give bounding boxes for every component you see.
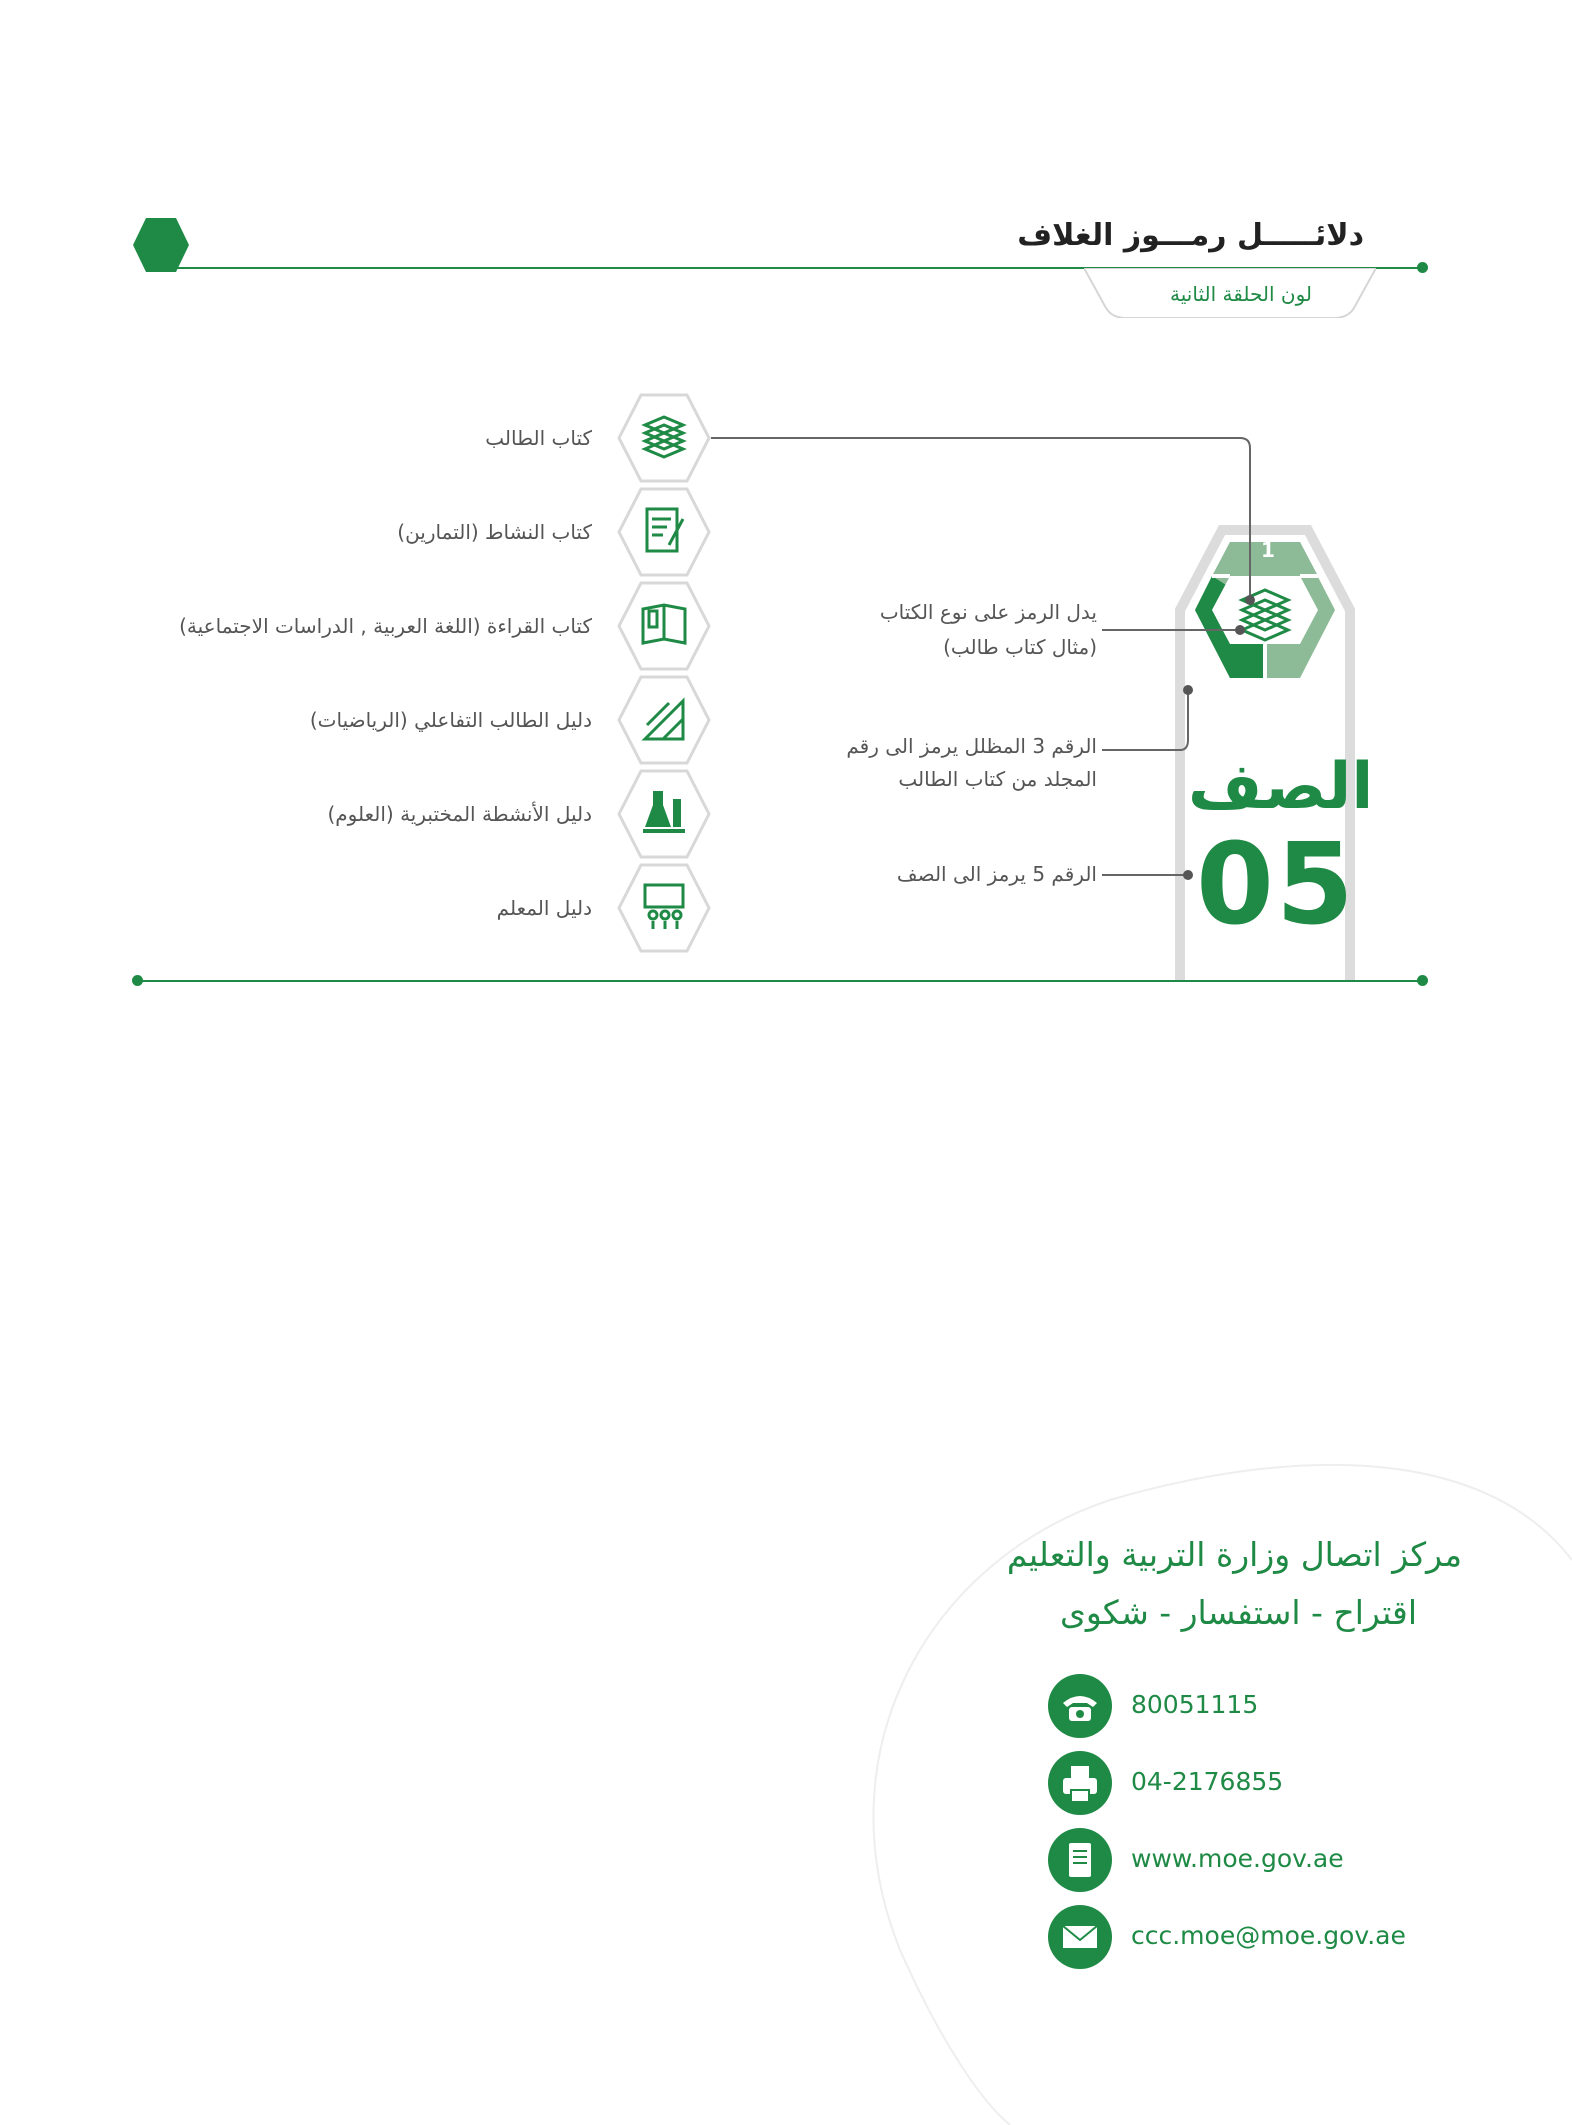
fax-icon [1047,1750,1113,1816]
badge-segment-3: 3 [1188,656,1202,680]
legend-label-lab-guide: دليل الأنشطة المختبرية (العلوم) [327,802,592,826]
grade-number: 05 [1196,820,1356,950]
legend-label-reading-book: كتاب القراءة (اللغة العربية , الدراسات الاجتماعية) [179,614,592,638]
contact-center-subtitle: اقتراح - استفسار - شكوى [1059,1593,1417,1632]
legend-label-teacher-guide: دليل المعلم [496,896,592,920]
legend-label-interactive-guide: دليل الطالب التفاعلي (الرياضيات) [309,708,592,732]
note-volume-line1: الرقم 3 المظلل يرمز الى رقم [846,734,1097,758]
note-book-type-line1: يدل الرمز على نوع الكتاب [879,600,1097,624]
bottom-rule [137,980,1423,982]
website-icon [1047,1827,1113,1893]
legend-label-student-book: كتاب الطالب [485,426,592,450]
page-title: دلائـــــل رمـــوز الغلاف [1017,218,1364,253]
note-grade: الرقم 5 يرمز الى الصف [896,862,1097,886]
website-link[interactable]: www.moe.gov.ae [1131,1844,1344,1873]
grade-word: الصف [1188,750,1374,824]
legend-label-activity-book: كتاب النشاط (التمارين) [397,520,592,544]
badge-segment-2: 2 [1320,656,1334,680]
email-link[interactable]: ccc.moe@moe.gov.ae [1131,1921,1406,1950]
note-book-type-line2: (مثال كتاب طالب) [943,635,1097,659]
phone-icon [1047,1673,1113,1739]
page-subtitle: لون الحلقة الثانية [1170,282,1312,306]
connector-lines [0,0,1572,1000]
bottom-rule-end-dot [1417,975,1428,986]
fax-number[interactable]: 04-2176855 [1131,1767,1284,1796]
contact-center-title: مركز اتصال وزارة التربية والتعليم [1006,1535,1462,1574]
email-icon [1047,1904,1113,1970]
phone-number[interactable]: 80051115 [1131,1690,1259,1719]
note-volume-line2: المجلد من كتاب الطالب [898,767,1097,791]
badge-segment-1: 1 [1261,538,1275,562]
